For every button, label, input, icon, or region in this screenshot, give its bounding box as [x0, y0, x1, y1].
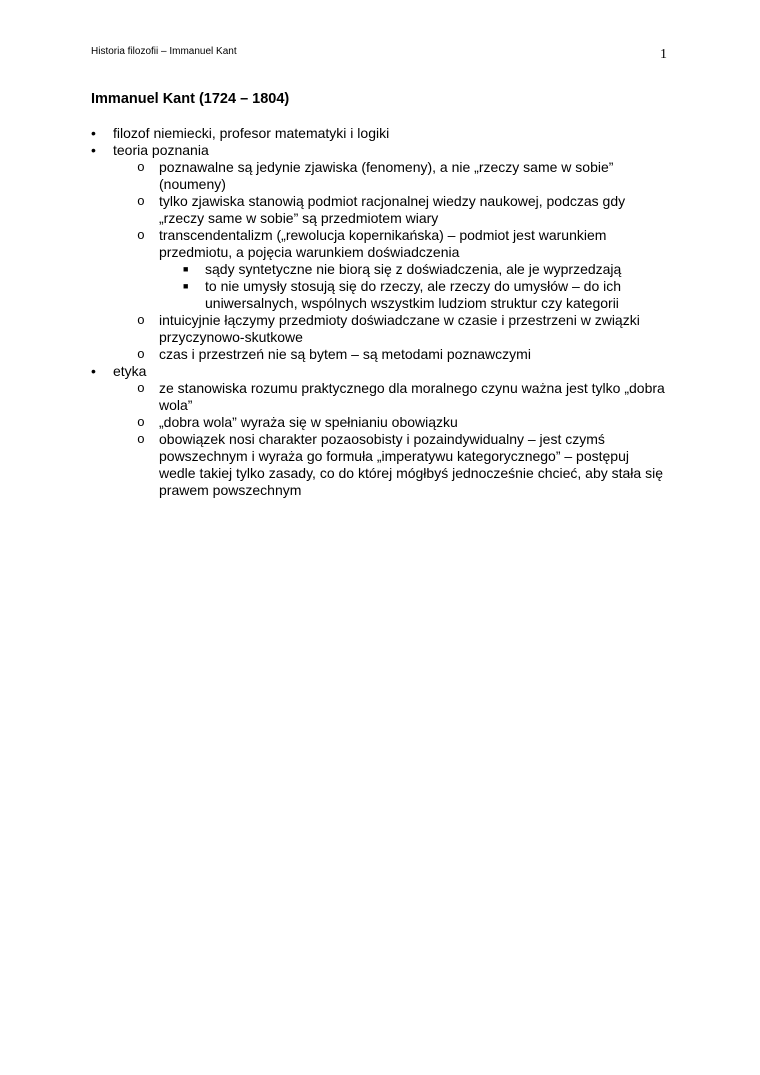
item-text: wola” — [159, 397, 193, 413]
item-text: obowiązek nosi charakter pozaosobisty i pozaindywidualny – jest czymś — [159, 431, 605, 447]
square-bullet-icon: ■ — [183, 264, 189, 274]
square-bullet-icon: ■ — [183, 281, 189, 291]
list-item — [91, 125, 676, 142]
sub-list-item — [113, 414, 676, 431]
circle-bullet-icon: o — [137, 194, 145, 209]
item-text: wedle takiej tylko zasady, co do której mógłbyś jednocześnie chcieć, aby stała się — [159, 465, 663, 481]
item-text: „dobra wola” wyraża się w spełnianiu obowiązku — [159, 414, 458, 430]
item-text: tylko zjawiska stanowią podmiot racjonalnej wiedzy naukowej, podczas gdy — [159, 193, 626, 209]
sub-list-item — [113, 227, 676, 312]
sub-list — [113, 159, 676, 363]
document-body — [91, 125, 676, 499]
item-text: ze stanowiska rozumu praktycznego dla moralnego czynu ważna jest tylko „dobra — [159, 380, 665, 396]
item-text: powszechnym i wyraża go formuła „imperatywu kategorycznego” – postępuj — [159, 448, 629, 464]
item-text: sądy syntetyczne nie biorą się z doświadczenia, ale je wyprzedzają — [205, 261, 622, 277]
sub-sub-list-item — [159, 261, 676, 278]
item-text: uniwersalnych, wspólnych wszystkim ludziom struktur czy kategorii — [205, 295, 619, 311]
circle-bullet-icon: o — [137, 160, 145, 175]
list-item — [91, 363, 676, 499]
circle-bullet-icon: o — [137, 313, 145, 328]
item-text: przyczynowo-skutkowe — [159, 329, 303, 345]
circle-bullet-icon: o — [137, 415, 145, 430]
item-text: filozof niemiecki, profesor matematyki i logiki — [113, 125, 390, 141]
item-text: „rzeczy same w sobie” są przedmiotem wiary — [159, 210, 439, 226]
item-text: prawem powszechnym — [159, 482, 302, 498]
item-text: transcendentalizm („rewolucja kopernikańska) – podmiot jest warunkiem — [159, 227, 607, 243]
item-text: to nie umysły stosują się do rzeczy, ale rzeczy do umysłów – do ich — [205, 278, 622, 294]
circle-bullet-icon: o — [137, 228, 145, 243]
sub-list-item — [113, 380, 676, 414]
item-text: etyka — [113, 363, 147, 379]
item-text: czas i przestrzeń nie są bytem – są metodami poznawczymi — [159, 346, 531, 362]
list-item — [91, 142, 676, 363]
sub-sub-list-item — [159, 278, 676, 312]
bullet-icon: • — [91, 363, 96, 379]
item-text: poznawalne są jedynie zjawiska (fenomeny), a nie „rzeczy same w sobie” — [159, 159, 614, 175]
circle-bullet-icon: o — [137, 432, 145, 447]
main-bullet-list — [91, 125, 676, 499]
item-text: przedmiotu, a pojęcia warunkiem doświadczenia — [159, 244, 460, 260]
sub-list-item — [113, 312, 676, 346]
item-text: teoria poznania — [113, 142, 209, 158]
sub-sub-list — [159, 261, 676, 312]
page-number: 1 — [660, 47, 667, 62]
bullet-icon: • — [91, 125, 96, 141]
running-header: Historia filozofii – Immanuel Kant — [91, 46, 237, 57]
sub-list-item — [113, 431, 676, 499]
bullet-icon: • — [91, 142, 96, 158]
sub-list — [113, 380, 676, 499]
item-text: intuicyjnie łączymy przedmioty doświadczane w czasie i przestrzeni w związki — [159, 312, 640, 328]
sub-list-item — [113, 346, 676, 363]
circle-bullet-icon: o — [137, 347, 145, 362]
document-title: Immanuel Kant (1724 – 1804) — [91, 91, 290, 107]
sub-list-item — [113, 159, 676, 193]
item-text: (noumeny) — [159, 176, 226, 192]
sub-list-item — [113, 193, 676, 227]
circle-bullet-icon: o — [137, 381, 145, 396]
